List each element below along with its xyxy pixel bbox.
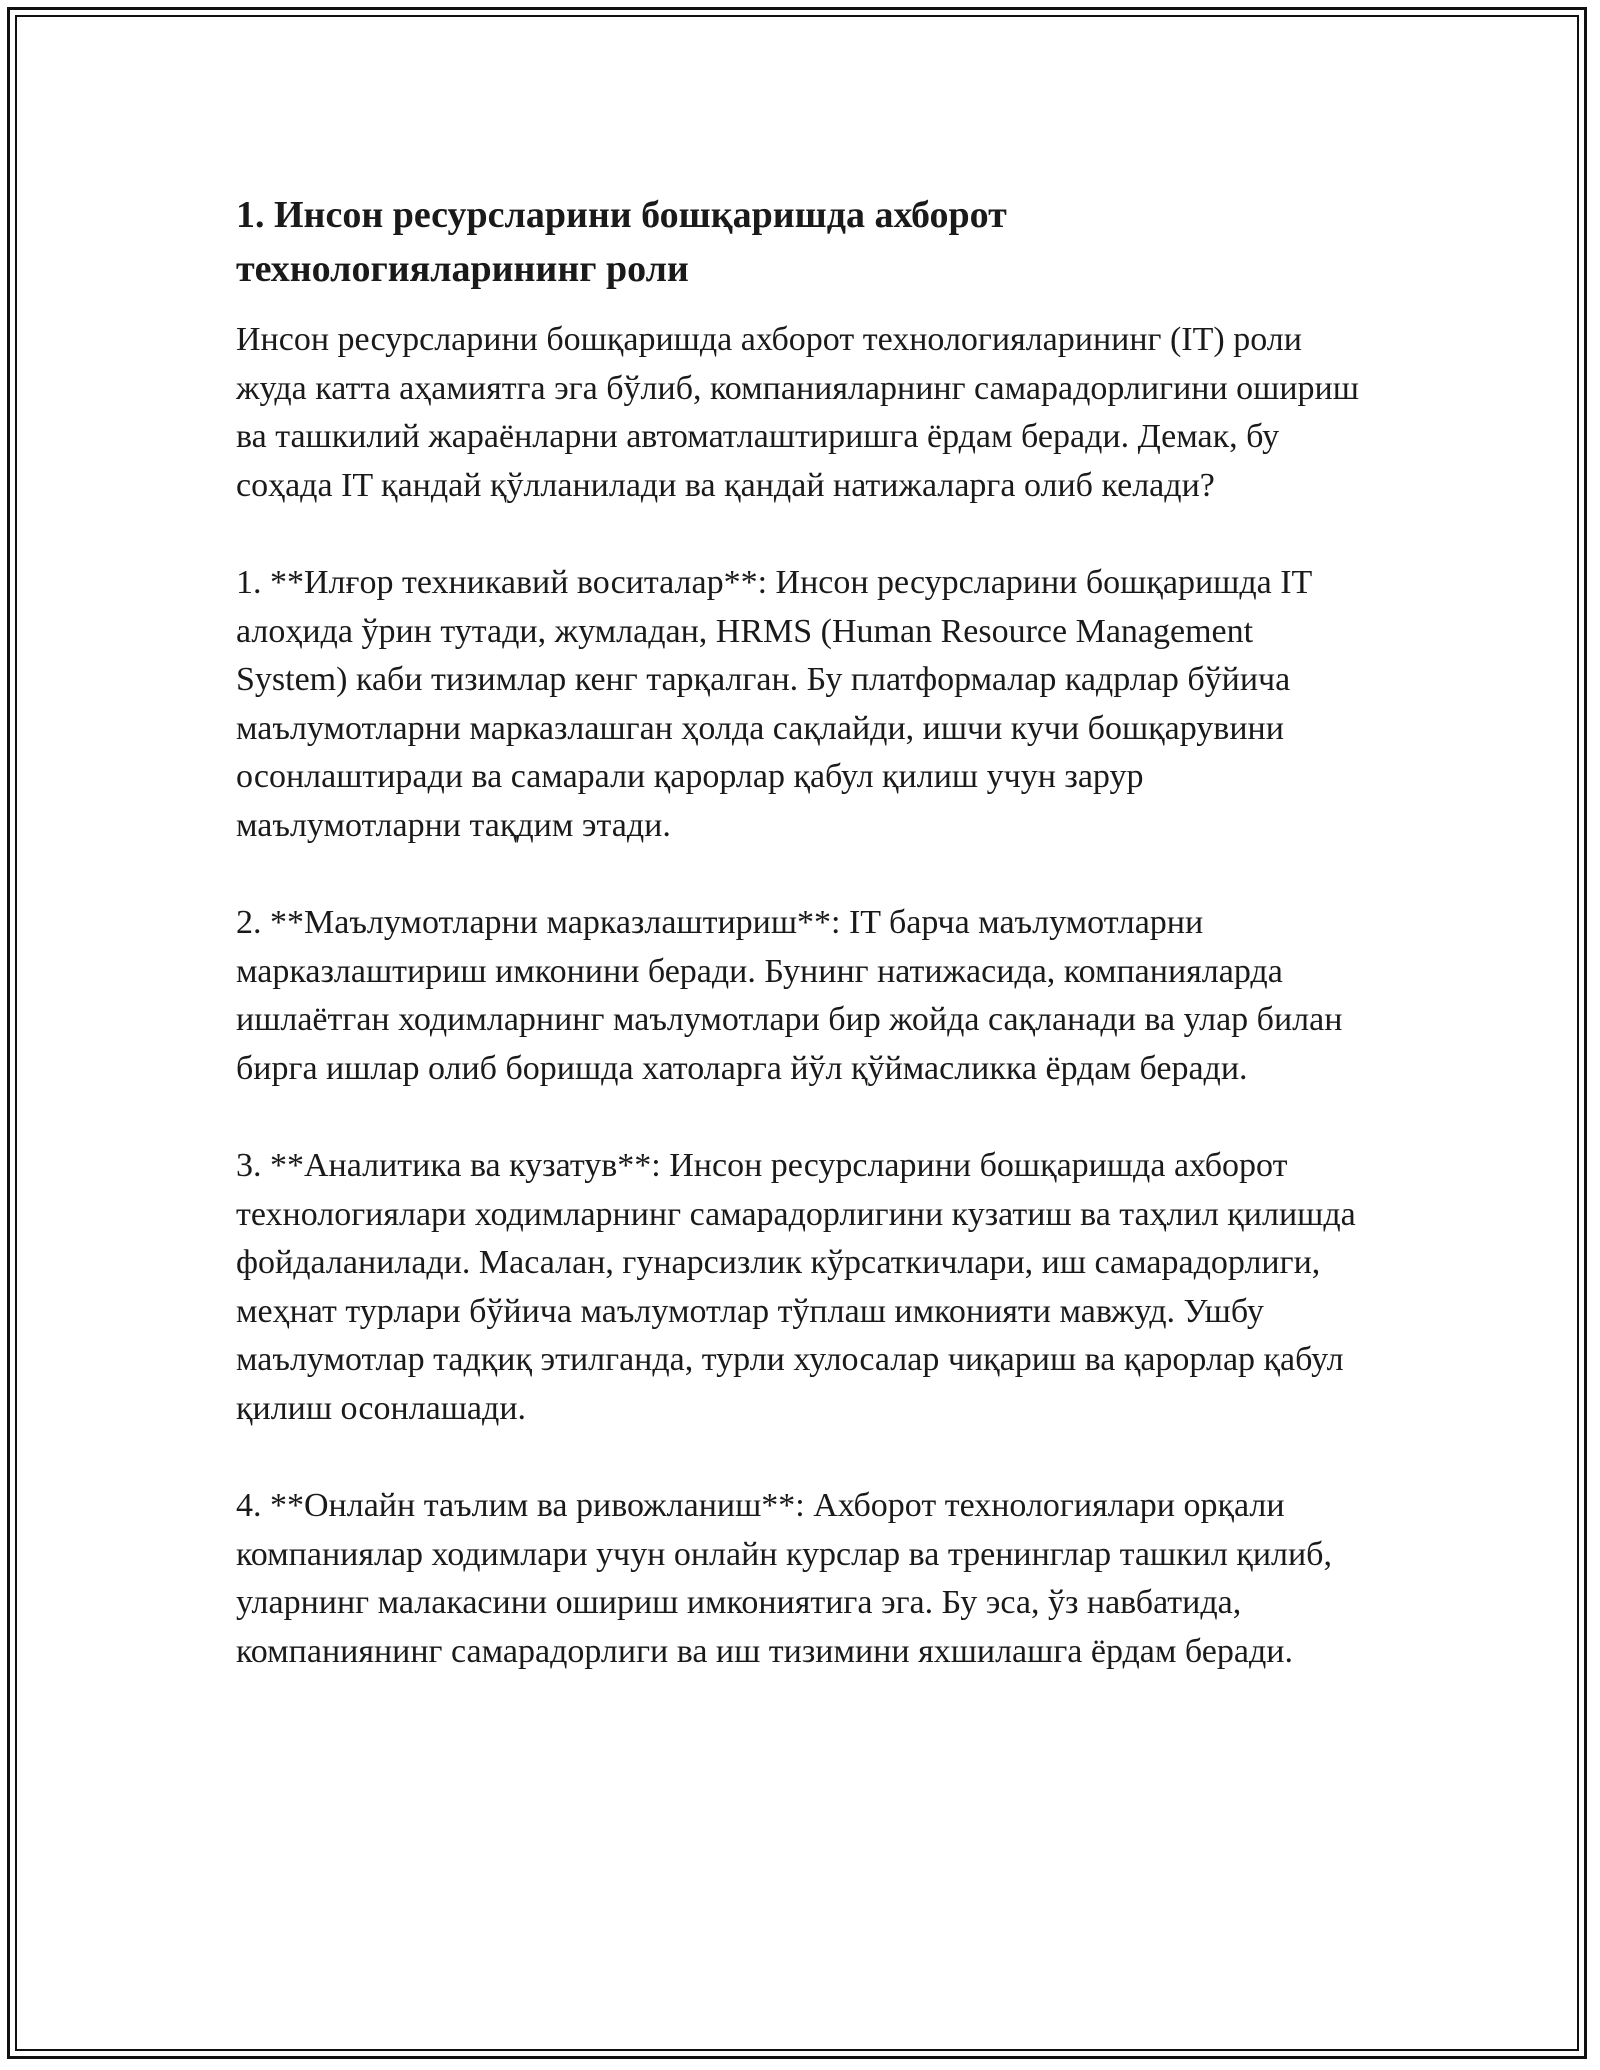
intro-paragraph: Инсон ресурсларини бошқаришда ахборот технологияларининг (IT) роли жуда катта аҳамиятга эга бўлиб, компанияларнинг самарадорлигини ошириш ва ташкилий жараёнларни автоматлаштиришга ёрдам беради. Демак, бу соҳада IT қандай қўлланилади ва қандай натижаларга олиб келади? <box>236 321 1359 504</box>
paragraph-data-centralization: 2. **Маълумотларни марказлаштириш**: IT барча маълумотларни марказлаштириш имконини беради. Бунинг натижасида, компанияларда ишлаётган ходимларнинг маълумотлари бир жойда сақланади ва улар билан бирга ишлар олиб боришда хатоларга йўл қўймасликка ёрдам беради. <box>236 904 1343 1087</box>
paragraph-analytics: 3. **Аналитика ва кузатув**: Инсон ресурсларини бошқаришда ахборот технологиялари ходимларнинг самарадорлигини кузатиш ва таҳлил қилишда фойдаланилади. Масалан, гунарсизлик кўрсаткичлари, иш самарадорлиги, меҳнат турлари бўйича маълумотлар тўплаш имконияти мавжуд. Ушбу маълумотлар тадқиқ этилганда, турли хулосалар чиқариш ва қарорлар қабул қилиш осонлашади. <box>236 1147 1356 1428</box>
paragraph-online-learning: 4. **Онлайн таълим ва ривожланиш**: Ахборот технологиялари орқали компаниялар ходимлари учун онлайн курслар ва тренинглар ташкил қилиб, уларнинг малакасини ошириш имкониятига эга. Бу эса, ўз навбатида, компаниянинг самарадорлиги ва иш тизимини яхшилашга ёрдам беради. <box>236 1487 1332 1671</box>
document-body <box>236 188 1366 1725</box>
document-title: 1. Инсон ресурсларини бошқаришда ахборот технологияларининг роли <box>236 194 1007 290</box>
paragraph-advanced-tools: 1. **Илғор техникавий воситалар**: Инсон ресурсларини бошқаришда IT алоҳида ўрин тутади, жумладан, HRMS (Human Resource Management System) каби тизимлар кенг тарқалган. Бу платформалар кадрлар бўйича маълумотларни марказлашган ҳолда сақлайди, ишчи кучи бошқарувини осонлаштиради ва самарали қарорлар қабул қилиш учун зарур маълумотларни тақдим этади. <box>236 563 1312 844</box>
